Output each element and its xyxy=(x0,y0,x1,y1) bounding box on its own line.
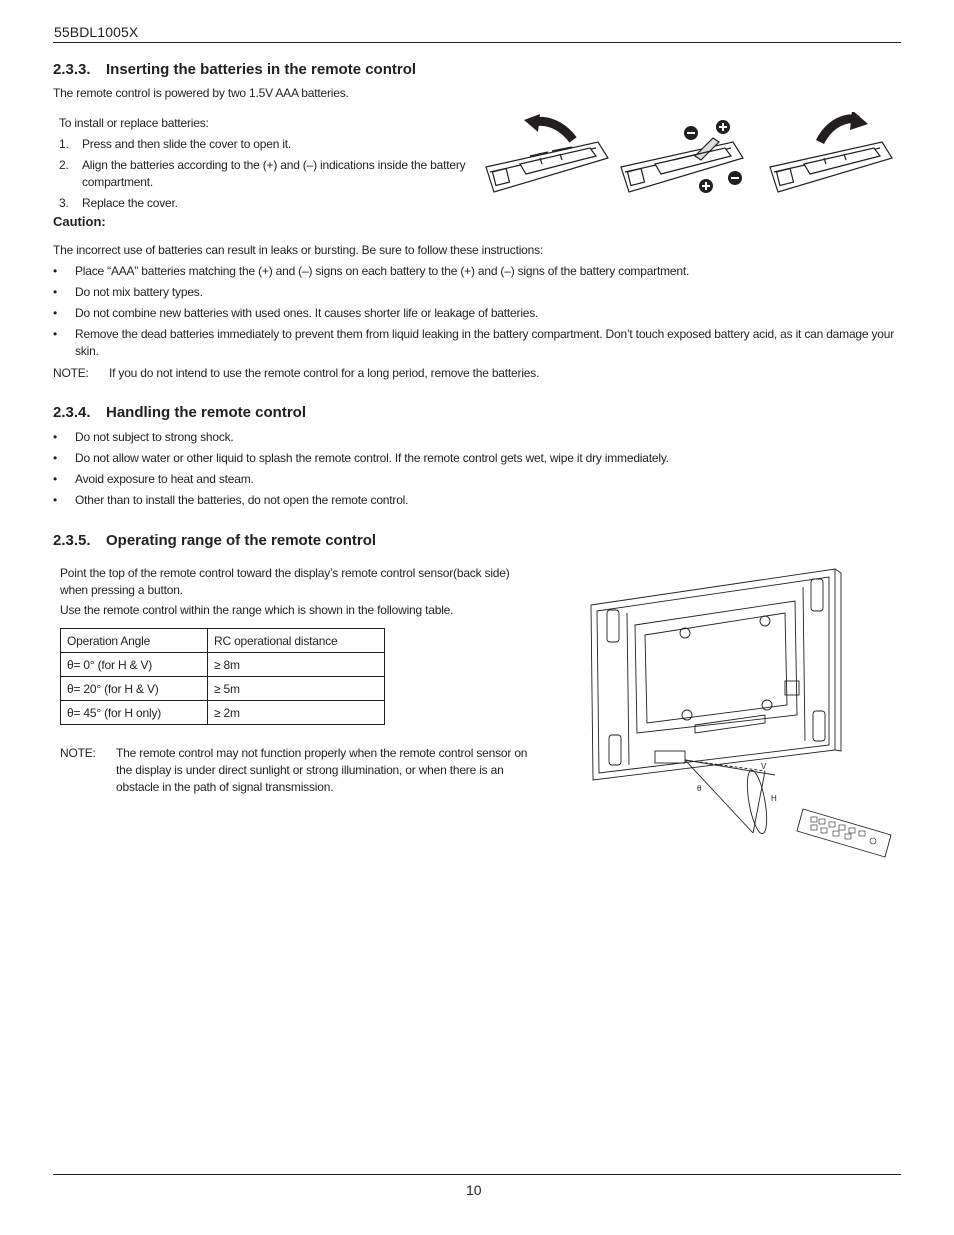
horizontal-label: H xyxy=(771,794,777,803)
list-item: • Avoid exposure to heat and steam. xyxy=(53,472,254,486)
caution-intro-text: The incorrect use of batteries can result in leaks or bursting. Be sure to follow these instructions: xyxy=(53,243,544,257)
range-paragraph-2: Use the remote control within the range which is shown in the following table. xyxy=(60,603,454,617)
list-item: • Remove the dead batteries immediately to prevent them from liquid leaking in the battery compartment. Don’t touch exposed battery acid, as it can damage your skin. xyxy=(53,327,895,358)
section-number: 2.3.4. xyxy=(53,404,91,421)
install-step: 2. Align the batteries according to the (+) and (–) indications inside the battery compartment. xyxy=(59,158,466,189)
list-item: • Do not combine new batteries with used ones. It causes shorter life or leakage of batteries. xyxy=(53,306,539,320)
note-label: NOTE: xyxy=(53,366,89,380)
polarity-plus-icon xyxy=(699,179,713,193)
section-heading-batteries xyxy=(53,61,416,78)
range-paragraph-1: Point the top of the remote control toward the display’s remote control sensor(back side) when pressing a button. xyxy=(60,566,510,597)
table-cell: θ= 20° (for H & V) xyxy=(61,677,208,701)
remote-cover-open-figure xyxy=(486,142,608,192)
page-number: 10 xyxy=(466,1182,482,1198)
remote-batteries-figure xyxy=(621,138,743,192)
caution-title: Caution: xyxy=(53,214,106,229)
battery-note xyxy=(53,365,901,382)
polarity-minus-icon xyxy=(728,171,742,185)
header-rule xyxy=(53,42,901,43)
list-item: • Place “AAA” batteries matching the (+) and (–) signs on each battery to the (+) and (–) signs of the battery compartment. xyxy=(53,264,690,278)
document-model: 55BDL1005X xyxy=(54,24,139,40)
table-header-cell: RC operational distance xyxy=(208,629,385,653)
caution-list xyxy=(53,263,901,364)
table-cell: θ= 0° (for H & V) xyxy=(61,653,208,677)
section-title: Handling the remote control xyxy=(106,404,307,421)
angle-label: θ xyxy=(697,784,702,793)
handling-list xyxy=(53,429,901,513)
table-cell: θ= 45° (for H only) xyxy=(61,701,208,725)
install-steps-list xyxy=(59,136,469,216)
vertical-label: V xyxy=(761,762,767,771)
polarity-minus-icon xyxy=(684,126,698,140)
list-item: • Do not allow water or other liquid to splash the remote control. If the remote control gets wet, wipe it dry immediately. xyxy=(53,451,669,465)
section-heading-range xyxy=(53,532,376,549)
install-step: 1. Press and then slide the cover to open it. xyxy=(59,137,292,151)
install-lead-text: To install or replace batteries: xyxy=(59,116,209,130)
table-row xyxy=(61,677,385,701)
note-text: If you do not intend to use the remote control for a long period, remove the batteries. xyxy=(109,366,540,380)
table-row xyxy=(61,701,385,725)
list-item: • Other than to install the batteries, do not open the remote control. xyxy=(53,493,409,507)
list-item: • Do not subject to strong shock. xyxy=(53,430,234,444)
remote-control-figure xyxy=(797,809,891,857)
footer-rule xyxy=(53,1174,901,1175)
section-number: 2.3.5. xyxy=(53,532,91,549)
list-item: • Do not mix battery types. xyxy=(53,285,203,299)
range-note xyxy=(60,745,542,796)
battery-install-illustration xyxy=(480,112,900,204)
table-cell: ≥ 8m xyxy=(208,653,385,677)
range-table xyxy=(60,628,385,725)
polarity-plus-icon xyxy=(716,120,730,134)
table-cell: ≥ 2m xyxy=(208,701,385,725)
section-heading-handling xyxy=(53,404,306,421)
table-row xyxy=(61,653,385,677)
battery-intro-text: The remote control is powered by two 1.5V AAA batteries. xyxy=(53,86,349,100)
install-step: 3. Replace the cover. xyxy=(59,196,178,210)
table-cell: ≥ 5m xyxy=(208,677,385,701)
table-header-row xyxy=(61,629,385,653)
note-text: The remote control may not function properly when the remote control sensor on the display is under direct sunlight or strong illumination, or when there is an obstacle in the path of signal transmission. xyxy=(116,746,528,794)
section-title: Inserting the batteries in the remote control xyxy=(106,61,417,78)
remote-range-diagram xyxy=(585,565,900,860)
note-label: NOTE: xyxy=(60,746,96,760)
remote-cover-close-figure xyxy=(770,142,892,192)
section-title: Operating range of the remote control xyxy=(106,532,377,549)
table-header-cell: Operation Angle xyxy=(61,629,208,653)
section-number: 2.3.3. xyxy=(53,61,91,78)
